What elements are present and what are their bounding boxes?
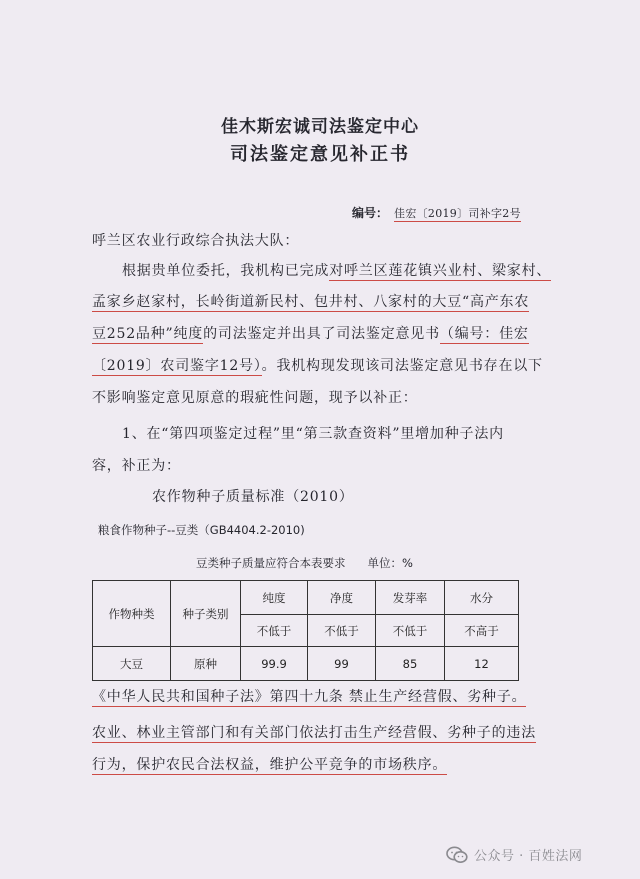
table-cell: 99 [308,647,376,681]
wechat-icon [446,846,468,864]
limit-cell: 不高于 [445,615,519,647]
paragraph-line [122,261,551,281]
underlined-segment: 孟家乡赵家村，长岭街道新民村、包井村、八家村的大豆“高产东农 [92,294,530,310]
text-segment: 根据贵单位委托，我机构已完成 [122,263,330,279]
org-title: 佳木斯宏诚司法鉴定中心 [221,117,419,137]
paragraph-line [92,324,529,344]
table-header-row [93,581,519,615]
paragraph-line [92,292,529,312]
paragraph-line: 不影响鉴定意见原意的瑕疵性问题，现予以补正： [92,390,418,406]
table-row [93,647,519,681]
text-segment: 的司法鉴定并出具了司法鉴定意见书 [203,326,440,342]
seed-quality-table [92,580,519,681]
underlined-segment: 豆252品种”纯度 [92,326,204,342]
unit-label: 单位：% [367,556,413,570]
header-cell: 发芽率 [376,581,445,615]
watermark [446,845,582,864]
correction-item: 1、在“第四项鉴定过程”里“第三款查资料”里增加种子法内 [122,426,504,442]
correction-item-cont: 容，补正为： [92,458,181,474]
limit-cell: 不低于 [308,615,376,647]
reference-number [352,205,521,222]
limit-cell: 不低于 [376,615,445,647]
underlined-segment: （编号：佳宏 [439,326,529,342]
table-cell: 12 [445,647,519,681]
document-title: 司法鉴定意见补正书 [230,144,410,165]
underlined-segment: 对呼兰区莲花镇兴业村、梁家村、 [329,263,552,279]
table-cell: 85 [376,647,445,681]
underlined-segment: 农业、林业主管部门和有关部门依法打击生产经营假、劣种子的违法 [92,725,536,741]
table-caption [196,555,413,571]
caption-text: 豆类种子质量应符合本表要求 [196,556,346,570]
header-cell: 水分 [445,581,519,615]
addressee: 呼兰区农业行政综合执法大队： [92,233,300,249]
standard-title: 农作物种子质量标准（2010） [152,489,354,505]
law-line [92,723,536,743]
table-cell: 大豆 [93,647,171,681]
header-cell: 种子类别 [171,581,241,647]
underlined-segment: 行为，保护农民合法权益，维护公平竞争的市场秩序。 [92,757,448,773]
table-cell: 原种 [171,647,241,681]
underlined-segment: 〔2019〕农司鉴字12号） [92,358,262,374]
reference-label: 编号： [352,206,389,220]
watermark-text: 公众号 · 百姓法网 [474,849,583,864]
law-line [92,687,526,707]
header-cell: 纯度 [241,581,308,615]
standard-subtitle: 粮食作物种子--豆类（GB4404.2-2010) [98,523,305,537]
header-cell: 净度 [308,581,376,615]
header-cell: 作物种类 [93,581,171,647]
limit-cell: 不低于 [241,615,308,647]
reference-value: 佳宏〔2019〕司补字2号 [394,207,521,220]
law-line [92,755,447,775]
underlined-segment: 《中华人民共和国种子法》第四十九条 禁止生产经营假、劣种子。 [92,689,527,705]
paragraph-line [92,356,543,376]
text-segment: 。我机构现发现该司法鉴定意见书存在以下 [261,358,543,374]
table-cell: 99.9 [241,647,308,681]
